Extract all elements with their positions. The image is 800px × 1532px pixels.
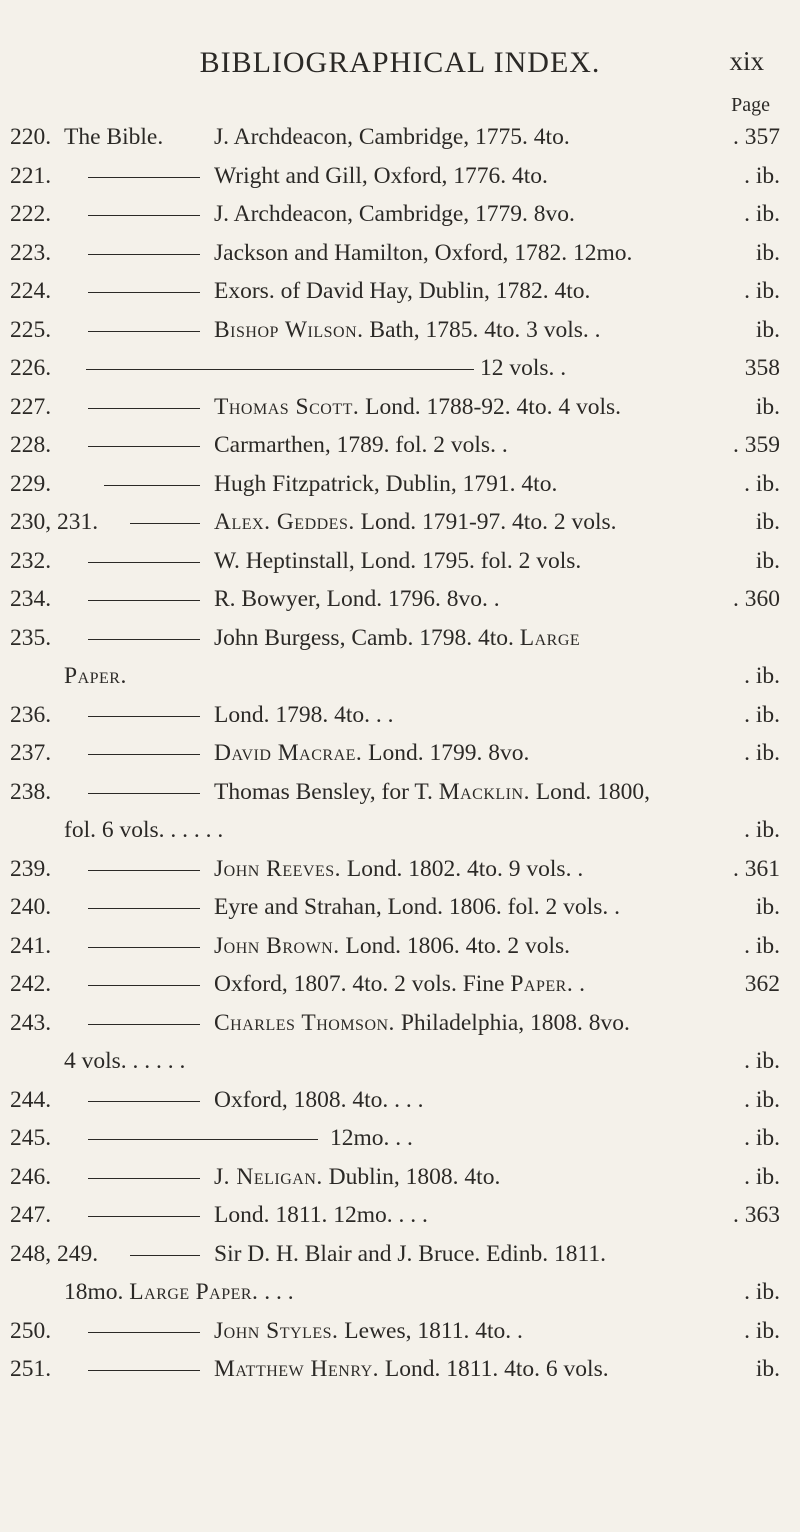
entry-number: 248, 249.: [10, 1240, 99, 1267]
ditto-rule: [88, 331, 200, 332]
index-list: [0, 118, 800, 1389]
ditto-rule: [88, 254, 200, 255]
page-reference: . ib.: [744, 817, 780, 843]
ditto-rule: [88, 754, 200, 755]
ditto-rule: [88, 1332, 200, 1333]
page-number: xix: [729, 46, 764, 76]
entry-number: 229.: [10, 470, 52, 497]
entry-number: 222.: [10, 201, 52, 227]
page-title: BIBLIOGRAPHICAL INDEX.: [199, 46, 601, 79]
entry-number: 232.: [10, 547, 52, 574]
list-item: [0, 1158, 800, 1197]
entry-number: 235.: [10, 624, 52, 651]
ditto-rule: [88, 985, 200, 986]
entry-text: Charles Thomson. Philadelphia, 1808. 8vo.: [214, 1009, 630, 1036]
entry-number: 224.: [10, 278, 52, 304]
page-reference: . ib.: [744, 932, 780, 959]
page-reference: . ib.: [744, 162, 780, 189]
page-reference: 362: [744, 971, 780, 997]
list-item: [0, 1312, 800, 1351]
list-item: [0, 657, 800, 696]
list-item: [0, 118, 800, 157]
list-item: [0, 195, 800, 234]
entry-number: 221.: [10, 162, 52, 189]
entry-text: R. Bowyer, Lond. 1796. 8vo. .: [214, 586, 500, 612]
page-reference: . ib.: [744, 1279, 780, 1305]
ditto-rule: [88, 562, 200, 563]
list-item: [0, 773, 800, 812]
page-reference: ib.: [755, 547, 780, 574]
entry-number: 243.: [10, 1009, 52, 1036]
entry-number: 251.: [10, 1356, 52, 1382]
page-reference: . ib.: [744, 1086, 780, 1113]
list-item: [0, 234, 800, 273]
entry-number: 226.: [10, 355, 52, 381]
ditto-rule: [88, 1024, 200, 1025]
page-reference: . ib.: [744, 1048, 780, 1074]
entry-text: Carmarthen, 1789. fol. 2 vols. .: [214, 432, 508, 458]
entry-text: J. Neligan. Dublin, 1808. 4to.: [214, 1163, 501, 1190]
entry-continuation: 4 vols. . . . . .: [64, 1048, 186, 1074]
list-item: [0, 311, 800, 350]
list-item: [0, 272, 800, 311]
entry-text: Thomas Bensley, for T. Macklin. Lond. 1800,: [214, 778, 651, 805]
ditto-rule: [88, 1370, 200, 1371]
list-item: [0, 426, 800, 465]
page-reference: . 359: [733, 432, 780, 458]
ditto-rule: [88, 1178, 200, 1179]
ditto-rule: [88, 292, 200, 293]
list-item: [0, 465, 800, 504]
entry-continuation: Paper.: [64, 663, 127, 689]
page-reference: . ib.: [744, 1125, 780, 1151]
page-reference: . 357: [733, 124, 780, 150]
entry-number: 246.: [10, 1163, 52, 1190]
page-reference: . ib.: [744, 740, 780, 766]
page-reference: ib.: [755, 1356, 780, 1382]
entry-text: Oxford, 1807. 4to. 2 vols. Fine Paper. .: [214, 971, 585, 997]
ditto-rule: [130, 1255, 200, 1256]
entry-text: J. Archdeacon, Cambridge, 1775. 4to.: [214, 124, 570, 150]
list-item: [0, 927, 800, 966]
ditto-rule: [88, 1139, 318, 1140]
entry-text: Oxford, 1808. 4to. . . .: [214, 1086, 424, 1113]
page-reference: ib.: [755, 239, 780, 266]
page-reference: 358: [744, 355, 780, 381]
entry-number: 225.: [10, 316, 52, 343]
list-item: [0, 1196, 800, 1235]
list-item: [0, 1273, 800, 1312]
list-item: [0, 734, 800, 773]
ditto-rule: [88, 793, 200, 794]
entry-text: John Styles. Lewes, 1811. 4to. .: [214, 1317, 523, 1344]
entry-text: Hugh Fitzpatrick, Dublin, 1791. 4to.: [214, 470, 558, 497]
ditto-rule: [88, 870, 200, 871]
page-reference: . ib.: [744, 1317, 780, 1344]
page-reference: ib.: [755, 316, 780, 343]
entry-text: Bishop Wilson. Bath, 1785. 4to. 3 vols. .: [214, 316, 601, 343]
list-item: [0, 696, 800, 735]
ditto-rule: [88, 408, 200, 409]
entry-text: John Brown. Lond. 1806. 4to. 2 vols.: [214, 932, 571, 959]
ditto-rule: [88, 177, 200, 178]
page-header: [0, 0, 800, 80]
entry-number: 220.: [10, 124, 52, 150]
list-item: [0, 503, 800, 542]
page-reference: . 360: [733, 586, 780, 612]
page-reference: ib.: [755, 393, 780, 420]
list-item: [0, 850, 800, 889]
ditto-rule: [88, 215, 200, 216]
entry-text: Matthew Henry. Lond. 1811. 4to. 6 vols.: [214, 1356, 609, 1382]
entry-text: Exors. of David Hay, Dublin, 1782. 4to.: [214, 278, 591, 304]
entry-text: John Reeves. Lond. 1802. 4to. 9 vols. .: [214, 855, 584, 882]
page-reference: ib.: [755, 509, 780, 535]
list-item: [0, 1042, 800, 1081]
list-item: [0, 157, 800, 196]
list-item: [0, 619, 800, 658]
entry-text: David Macrae. Lond. 1799. 8vo.: [214, 740, 530, 766]
entry-heading: The Bible.: [64, 124, 164, 150]
entry-number: 238.: [10, 778, 52, 805]
entry-text: J. Archdeacon, Cambridge, 1779. 8vo.: [214, 201, 575, 227]
entry-number: 240.: [10, 894, 52, 920]
page-reference: ib.: [755, 894, 780, 920]
ditto-rule: [88, 639, 200, 640]
ditto-rule: [86, 369, 474, 370]
page-reference: . ib.: [744, 201, 780, 227]
list-item: [0, 349, 800, 388]
entry-number: 241.: [10, 932, 52, 959]
list-item: [0, 1081, 800, 1120]
entry-text: 12mo. . .: [330, 1125, 413, 1151]
entry-number: 239.: [10, 855, 52, 882]
list-item: [0, 888, 800, 927]
entry-text: Lond. 1811. 12mo. . . .: [214, 1202, 428, 1228]
entry-text: Eyre and Strahan, Lond. 1806. fol. 2 vols. .: [214, 894, 620, 920]
entry-continuation: fol. 6 vols. . . . . .: [64, 817, 224, 843]
entry-text: Jackson and Hamilton, Oxford, 1782. 12mo.: [214, 239, 633, 266]
entry-text: Wright and Gill, Oxford, 1776. 4to.: [214, 162, 548, 189]
list-item: [0, 811, 800, 850]
page-reference: . 361: [733, 855, 780, 882]
entry-number: 236.: [10, 701, 52, 728]
list-item: [0, 1235, 800, 1274]
entry-continuation: 18mo. Large Paper. . . .: [64, 1279, 294, 1305]
ditto-rule: [88, 446, 200, 447]
ditto-rule: [88, 1216, 200, 1217]
page-reference: . 363: [733, 1202, 780, 1228]
entry-number: 234.: [10, 586, 52, 612]
list-item: [0, 542, 800, 581]
page-reference: . ib.: [744, 1163, 780, 1190]
ditto-rule: [88, 1101, 200, 1102]
entry-text: Lond. 1798. 4to. . .: [214, 701, 394, 728]
page-reference: . ib.: [744, 278, 780, 304]
entry-number: 242.: [10, 971, 52, 997]
entry-text: W. Heptinstall, Lond. 1795. fol. 2 vols.: [214, 547, 582, 574]
entry-text: 12 vols. .: [480, 355, 567, 381]
page-reference: . ib.: [744, 663, 780, 689]
list-item: [0, 1350, 800, 1389]
list-item: [0, 1119, 800, 1158]
list-item: [0, 580, 800, 619]
entry-text: Thomas Scott. Lond. 1788-92. 4to. 4 vols.: [214, 393, 622, 420]
entry-number: 237.: [10, 740, 52, 766]
entry-number: 245.: [10, 1125, 52, 1151]
entry-number: 247.: [10, 1202, 52, 1228]
ditto-rule: [88, 947, 200, 948]
page-reference: . ib.: [744, 470, 780, 497]
page-column-label: Page: [731, 94, 770, 116]
entry-text: Sir D. H. Blair and J. Bruce. Edinb. 1811.: [214, 1240, 607, 1267]
ditto-rule: [88, 600, 200, 601]
ditto-rule: [88, 716, 200, 717]
entry-number: 223.: [10, 239, 52, 266]
entry-text: John Burgess, Camb. 1798. 4to. Large: [214, 624, 581, 651]
entry-text: Alex. Geddes. Lond. 1791-97. 4to. 2 vols.: [214, 509, 617, 535]
entry-number: 230, 231.: [10, 509, 99, 535]
list-item: [0, 1004, 800, 1043]
ditto-rule: [130, 523, 200, 524]
ditto-rule: [104, 485, 200, 486]
entry-number: 227.: [10, 393, 52, 420]
entry-number: 250.: [10, 1317, 52, 1344]
ditto-rule: [88, 908, 200, 909]
list-item: [0, 965, 800, 1004]
entry-number: 244.: [10, 1086, 52, 1113]
entry-number: 228.: [10, 432, 52, 458]
list-item: [0, 388, 800, 427]
page-reference: . ib.: [744, 701, 780, 728]
